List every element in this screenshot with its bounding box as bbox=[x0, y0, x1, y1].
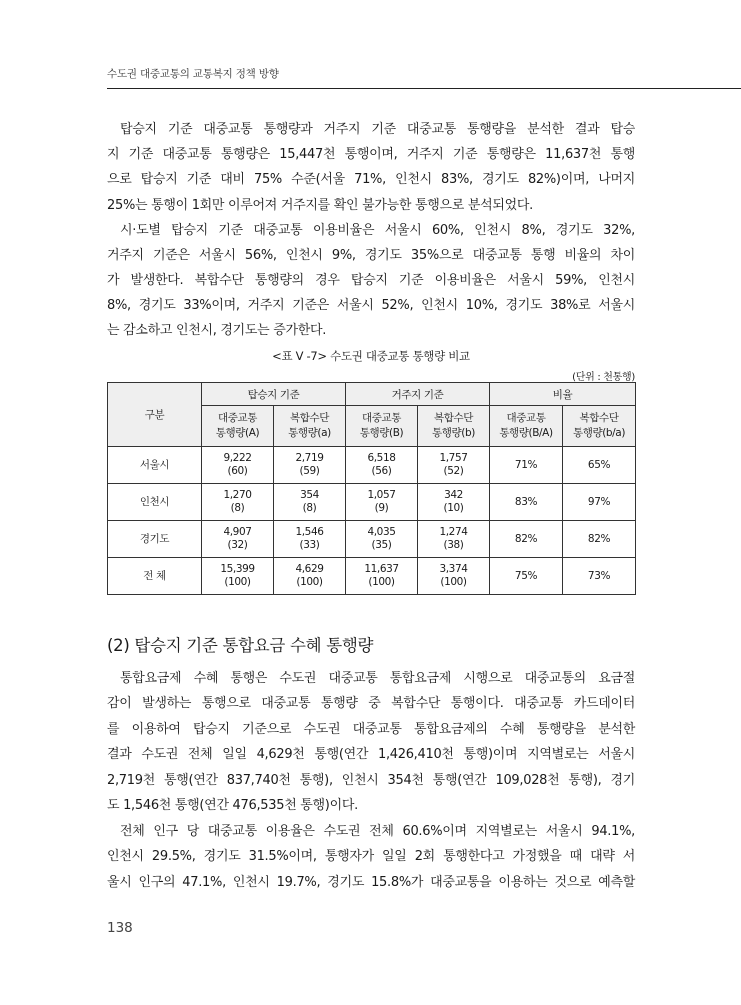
text-line: 통합요금제 수혜 통행은 수도권 대중교통 통합요금제 시행으로 대중교통의 요금절 bbox=[120, 671, 635, 686]
text-line: 결과 수도권 전체 일일 4,629천 통행(연간 1,426,410천 통행)이며 지역별로는 서울시 bbox=[107, 747, 635, 762]
text-line: 는 감소하고 인천시, 경기도는 증가한다. bbox=[107, 323, 327, 338]
row-label: 전 체 bbox=[108, 558, 202, 595]
group-header-boarding: 탑승지 기준 bbox=[202, 383, 346, 406]
table-cell: 83% bbox=[490, 484, 563, 521]
table-cell: 9,222 (60) bbox=[202, 447, 274, 484]
row-label: 경기도 bbox=[108, 521, 202, 558]
section-heading: (2) 탑승지 기준 통합요금 수혜 통행량 bbox=[107, 636, 374, 655]
table-cell: 11,637 (100) bbox=[346, 558, 418, 595]
running-header: 수도권 대중교통의 교통복지 정책 방향 bbox=[107, 68, 279, 80]
sub-header: 대중교통 통행량(B) bbox=[346, 406, 418, 447]
table-cell: 82% bbox=[563, 521, 636, 558]
sub-header: 복합수단 통행량(a) bbox=[274, 406, 346, 447]
group-header-ratio: 비율 bbox=[490, 383, 636, 406]
text-line: 전체 인구 당 대중교통 이용율은 수도권 전체 60.6%이며 지역별로는 서울시 94.1%, bbox=[120, 824, 635, 839]
table-cell: 82% bbox=[490, 521, 563, 558]
table-cell: 1,274 (38) bbox=[418, 521, 490, 558]
text-line: 울시 인구의 47.1%, 인천시 19.7%, 경기도 15.8%가 대중교통을 이용하는 것으로 예측할 bbox=[107, 875, 635, 890]
text-line: 으로 탑승지 기준 대비 75% 수준(서울 71%, 인천시 83%, 경기도 82%)이며, 나머지 bbox=[107, 172, 635, 187]
table-cell: 97% bbox=[563, 484, 636, 521]
table-corner-header: 구분 bbox=[108, 383, 202, 447]
text-line: 8%, 경기도 33%이며, 거주지 기준은 서울시 52%, 인천시 10%, 경기도 38%로 서울시 bbox=[107, 298, 635, 313]
sub-header: 복합수단 통행량(b/a) bbox=[563, 406, 636, 447]
table-cell: 1,270 (8) bbox=[202, 484, 274, 521]
table-cell: 1,546 (33) bbox=[274, 521, 346, 558]
sub-header: 복합수단 통행량(b) bbox=[418, 406, 490, 447]
table-row-total bbox=[108, 558, 636, 595]
unit-note: (단위 : 천통행) bbox=[572, 372, 635, 383]
sub-header: 대중교통 통행량(A) bbox=[202, 406, 274, 447]
table-cell: 4,035 (35) bbox=[346, 521, 418, 558]
traffic-volume-table bbox=[107, 382, 636, 595]
table-cell: 73% bbox=[563, 558, 636, 595]
table-row-seoul bbox=[108, 447, 636, 484]
text-line: 를 이용하여 탑승지 기준으로 수도권 대중교통 통합요금제의 수혜 통행량을 분석한 bbox=[107, 722, 635, 737]
table-cell: 354 (8) bbox=[274, 484, 346, 521]
table-cell: 71% bbox=[490, 447, 563, 484]
text-line: 인천시 29.5%, 경기도 31.5%이며, 통행자가 일일 2회 통행한다고 가정했을 때 대략 서 bbox=[107, 849, 635, 864]
table-cell: 342 (10) bbox=[418, 484, 490, 521]
table-row-gyeonggi bbox=[108, 521, 636, 558]
table-cell: 4,629 (100) bbox=[274, 558, 346, 595]
table-cell: 15,399 (100) bbox=[202, 558, 274, 595]
table-row-incheon bbox=[108, 484, 636, 521]
text-line: 탑승지 기준 대중교통 통행량과 거주지 기준 대중교통 통행량을 분석한 결과 탑승 bbox=[120, 122, 635, 137]
text-line: 2,719천 통행(연간 837,740천 통행), 인천시 354천 통행(연간 109,028천 통행), 경기 bbox=[107, 773, 635, 788]
table-cell: 3,374 (100) bbox=[418, 558, 490, 595]
page-number: 138 bbox=[107, 920, 133, 936]
table-caption: <표 V -7> 수도권 대중교통 통행량 비교 bbox=[272, 349, 470, 363]
text-line: 감이 발생하는 통행으로 대중교통 통행량 중 복합수단 통행이다. 대중교통 카드데이터 bbox=[107, 696, 635, 711]
text-line: 25%는 통행이 1회만 이루어져 거주지를 확인 불가능한 통행으로 분석되었다. bbox=[107, 198, 533, 213]
table-cell: 2,719 (59) bbox=[274, 447, 346, 484]
text-line: 지 기준 대중교통 통행량은 15,447천 통행이며, 거주지 기준 통행량은 11,637천 통행 bbox=[107, 147, 635, 162]
header-rule bbox=[107, 88, 741, 89]
table-cell: 1,057 (9) bbox=[346, 484, 418, 521]
table-cell: 75% bbox=[490, 558, 563, 595]
group-header-residence: 거주지 기준 bbox=[346, 383, 490, 406]
text-line: 거주지 기준은 서울시 56%, 인천시 9%, 경기도 35%으로 대중교통 통행 비율의 차이 bbox=[107, 248, 635, 263]
table-cell: 1,757 (52) bbox=[418, 447, 490, 484]
row-label: 인천시 bbox=[108, 484, 202, 521]
text-line: 가 발생한다. 복합수단 통행량의 경우 탑승지 기준 이용비율은 서울시 59%, 인천시 bbox=[107, 273, 635, 288]
table-cell: 6,518 (56) bbox=[346, 447, 418, 484]
sub-header: 대중교통 통행량(B/A) bbox=[490, 406, 563, 447]
row-label: 서울시 bbox=[108, 447, 202, 484]
table-cell: 65% bbox=[563, 447, 636, 484]
text-line: 도 1,546천 통행(연간 476,535천 통행)이다. bbox=[107, 798, 358, 813]
text-line: 시·도별 탑승지 기준 대중교통 이용비율은 서울시 60%, 인천시 8%, 경기도 32%, bbox=[120, 223, 635, 238]
table-cell: 4,907 (32) bbox=[202, 521, 274, 558]
